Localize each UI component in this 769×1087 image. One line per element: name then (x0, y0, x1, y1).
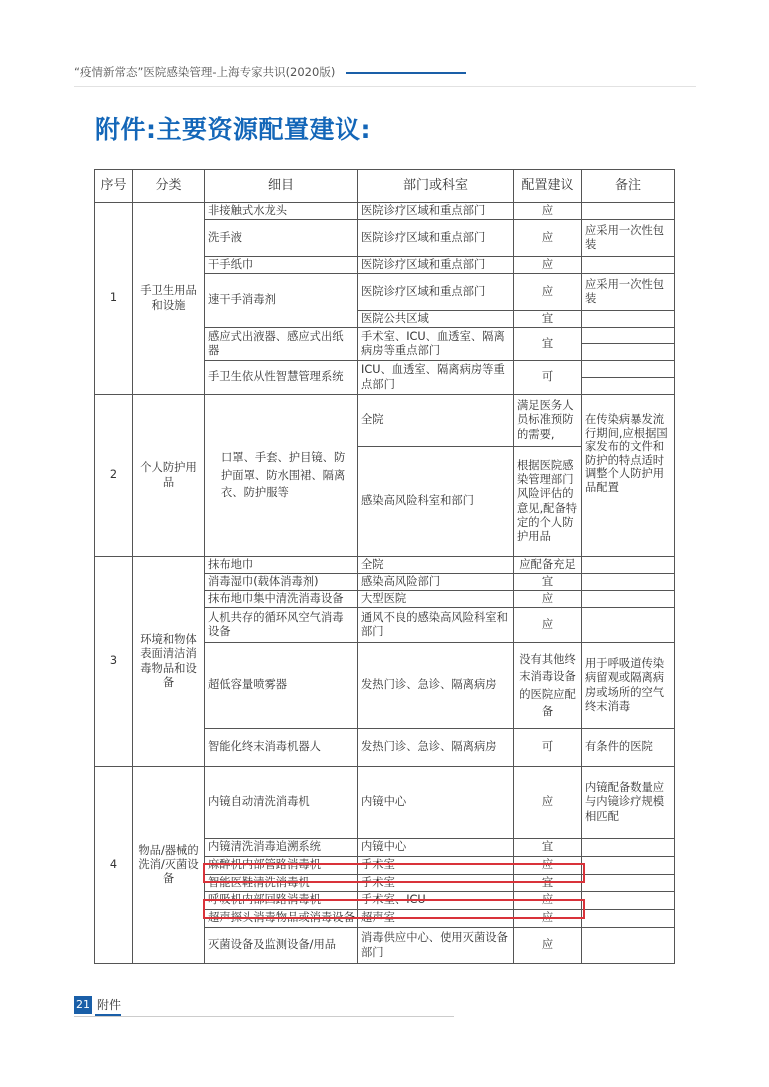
note-cell: 用于呼吸道传染病留观或隔离病房或场所的空气终末消毒 (582, 643, 675, 729)
group-category: 个人防护用品 (133, 395, 205, 557)
footer-label: 附件 (97, 998, 122, 1012)
resource-table (94, 169, 675, 964)
item-cell: 人机共存的循环风空气消毒设备 (205, 608, 358, 643)
dept-cell: 超声室 (358, 910, 514, 928)
rec-cell: 应 (514, 220, 582, 257)
item-cell: 感应式出液器、感应式出纸器 (205, 328, 358, 361)
rec-cell: 应 (514, 608, 582, 643)
dept-cell: 医院诊疗区域和重点部门 (358, 203, 514, 220)
item-cell: 抹布地巾 (205, 557, 358, 574)
dept-cell: 发热门诊、急诊、隔离病房 (358, 729, 514, 767)
running-header: “疫情新常态”医院感染管理-上海专家共识(2020版) (74, 65, 336, 79)
rec-cell: 可 (514, 729, 582, 767)
col-header-no: 序号 (95, 170, 133, 203)
page-title: 附件:主要资源配置建议: (95, 115, 371, 144)
note-cell (582, 574, 675, 591)
group-no: 1 (95, 203, 133, 395)
note-cell (582, 311, 675, 328)
note-cell: 应采用一次性包装 (582, 274, 675, 311)
group-no: 2 (95, 395, 133, 557)
item-cell: 手卫生依从性智慧管理系统 (205, 361, 358, 395)
dept-cell: 医院诊疗区域和重点部门 (358, 257, 514, 274)
note-cell (582, 875, 675, 892)
rec-cell: 应 (514, 857, 582, 875)
item-cell: 洗手液 (205, 220, 358, 257)
highlight-box-ventilator (203, 899, 585, 919)
rec-cell: 应 (514, 591, 582, 608)
dept-cell: 全院 (358, 557, 514, 574)
rec-cell: 宜 (514, 875, 582, 892)
dept-cell: 发热门诊、急诊、隔离病房 (358, 643, 514, 729)
footer-divider (74, 1016, 454, 1017)
rec-cell: 可 (514, 361, 582, 395)
table-row (95, 557, 675, 574)
dept-cell: 医院诊疗区域和重点部门 (358, 274, 514, 311)
dept-cell: 消毒供应中心、使用灭菌设备部门 (358, 928, 514, 964)
group-category: 物品/器械的洗消/灭菌设备 (133, 767, 205, 964)
note-cell (582, 910, 675, 928)
rec-cell: 宜 (514, 328, 582, 361)
rec-cell: 应 (514, 767, 582, 839)
note-cell: 有条件的医院 (582, 729, 675, 767)
col-header-dept: 部门或科室 (358, 170, 514, 203)
highlight-box-anesthesia (203, 863, 585, 883)
item-cell: 智能医鞋清洗消毒机 (205, 875, 358, 892)
dept-cell: 内镜中心 (358, 767, 514, 839)
rec-cell: 宜 (514, 574, 582, 591)
col-header-rec: 配置建议 (514, 170, 582, 203)
table-header-row (95, 170, 675, 203)
note-cell (582, 378, 675, 395)
item-cell: 麻醉机内部管路消毒机 (205, 857, 358, 875)
dept-cell: 手术室 (358, 875, 514, 892)
group-category: 环境和物体表面清洁消毒物品和设备 (133, 557, 205, 767)
dept-cell: 手术室、ICU (358, 892, 514, 910)
item-cell: 超低容量喷雾器 (205, 643, 358, 729)
item-cell: 内镜自动清洗消毒机 (205, 767, 358, 839)
item-cell: 抹布地巾集中清洗消毒设备 (205, 591, 358, 608)
note-cell (582, 203, 675, 220)
item-cell: 干手纸巾 (205, 257, 358, 274)
note-cell: 内镜配备数量应与内镜诊疗规模相匹配 (582, 767, 675, 839)
rec-cell: 根据医院感染管理部门风险评估的意见,配备特定的个人防护用品 (514, 447, 582, 557)
item-cell: 非接触式水龙头 (205, 203, 358, 220)
note-cell (582, 857, 675, 875)
note-cell (582, 257, 675, 274)
item-cell: 内镜清洗消毒追溯系统 (205, 839, 358, 857)
header-accent-line (346, 72, 466, 74)
item-cell: 速干手消毒剂 (205, 274, 358, 328)
dept-cell: 内镜中心 (358, 839, 514, 857)
note-cell (582, 892, 675, 910)
table-row (95, 203, 675, 220)
dept-cell: 全院 (358, 395, 514, 447)
rec-cell: 应 (514, 892, 582, 910)
note-cell (582, 344, 675, 361)
note-cell (582, 361, 675, 378)
page-number: 21 (74, 996, 92, 1014)
rec-cell: 应 (514, 910, 582, 928)
dept-cell: 大型医院 (358, 591, 514, 608)
note-cell (582, 928, 675, 964)
group-no: 3 (95, 557, 133, 767)
dept-cell: 感染高风险科室和部门 (358, 447, 514, 557)
note-cell: 在传染病暴发流行期间,应根据国家发布的文件和防护的特点适时调整个人防护用品配置 (582, 395, 675, 557)
rec-cell: 宜 (514, 839, 582, 857)
col-header-category: 分类 (133, 170, 205, 203)
col-header-note: 备注 (582, 170, 675, 203)
rec-cell: 应 (514, 274, 582, 311)
note-cell: 应采用一次性包装 (582, 220, 675, 257)
item-cell: 口罩、手套、护目镜、防护面罩、防水围裙、隔离衣、防护服等 (205, 395, 358, 557)
dept-cell: 医院诊疗区域和重点部门 (358, 220, 514, 257)
rec-cell: 宜 (514, 311, 582, 328)
dept-cell: ICU、血透室、隔离病房等重点部门 (358, 361, 514, 395)
dept-cell: 医院公共区域 (358, 311, 514, 328)
rec-cell: 应 (514, 203, 582, 220)
note-cell (582, 608, 675, 643)
note-cell (582, 328, 675, 344)
rec-cell: 满足医务人员标准预防的需要, (514, 395, 582, 447)
group-no: 4 (95, 767, 133, 964)
rec-cell: 没有其他终末消毒设备的医院应配备 (514, 643, 582, 729)
item-cell: 智能化终末消毒机器人 (205, 729, 358, 767)
dept-cell: 手术室、ICU、血透室、隔离病房等重点部门 (358, 328, 514, 361)
table-row (95, 395, 675, 447)
dept-cell: 通风不良的感染高风险科室和部门 (358, 608, 514, 643)
item-cell: 超声探头消毒物品或消毒设备 (205, 910, 358, 928)
item-cell: 灭菌设备及监测设备/用品 (205, 928, 358, 964)
table-row (95, 767, 675, 839)
note-cell (582, 591, 675, 608)
group-category: 手卫生用品和设施 (133, 203, 205, 395)
note-cell (582, 839, 675, 857)
dept-cell: 感染高风险部门 (358, 574, 514, 591)
rec-cell: 应 (514, 257, 582, 274)
note-cell (582, 557, 675, 574)
footer-accent-line (95, 1014, 121, 1016)
col-header-item: 细目 (205, 170, 358, 203)
header-divider (74, 86, 696, 87)
dept-cell: 手术室 (358, 857, 514, 875)
rec-cell: 应 (514, 928, 582, 964)
rec-cell: 应配备充足 (514, 557, 582, 574)
item-cell: 消毒湿巾(载体消毒剂) (205, 574, 358, 591)
item-cell: 呼吸机内部回路消毒机 (205, 892, 358, 910)
